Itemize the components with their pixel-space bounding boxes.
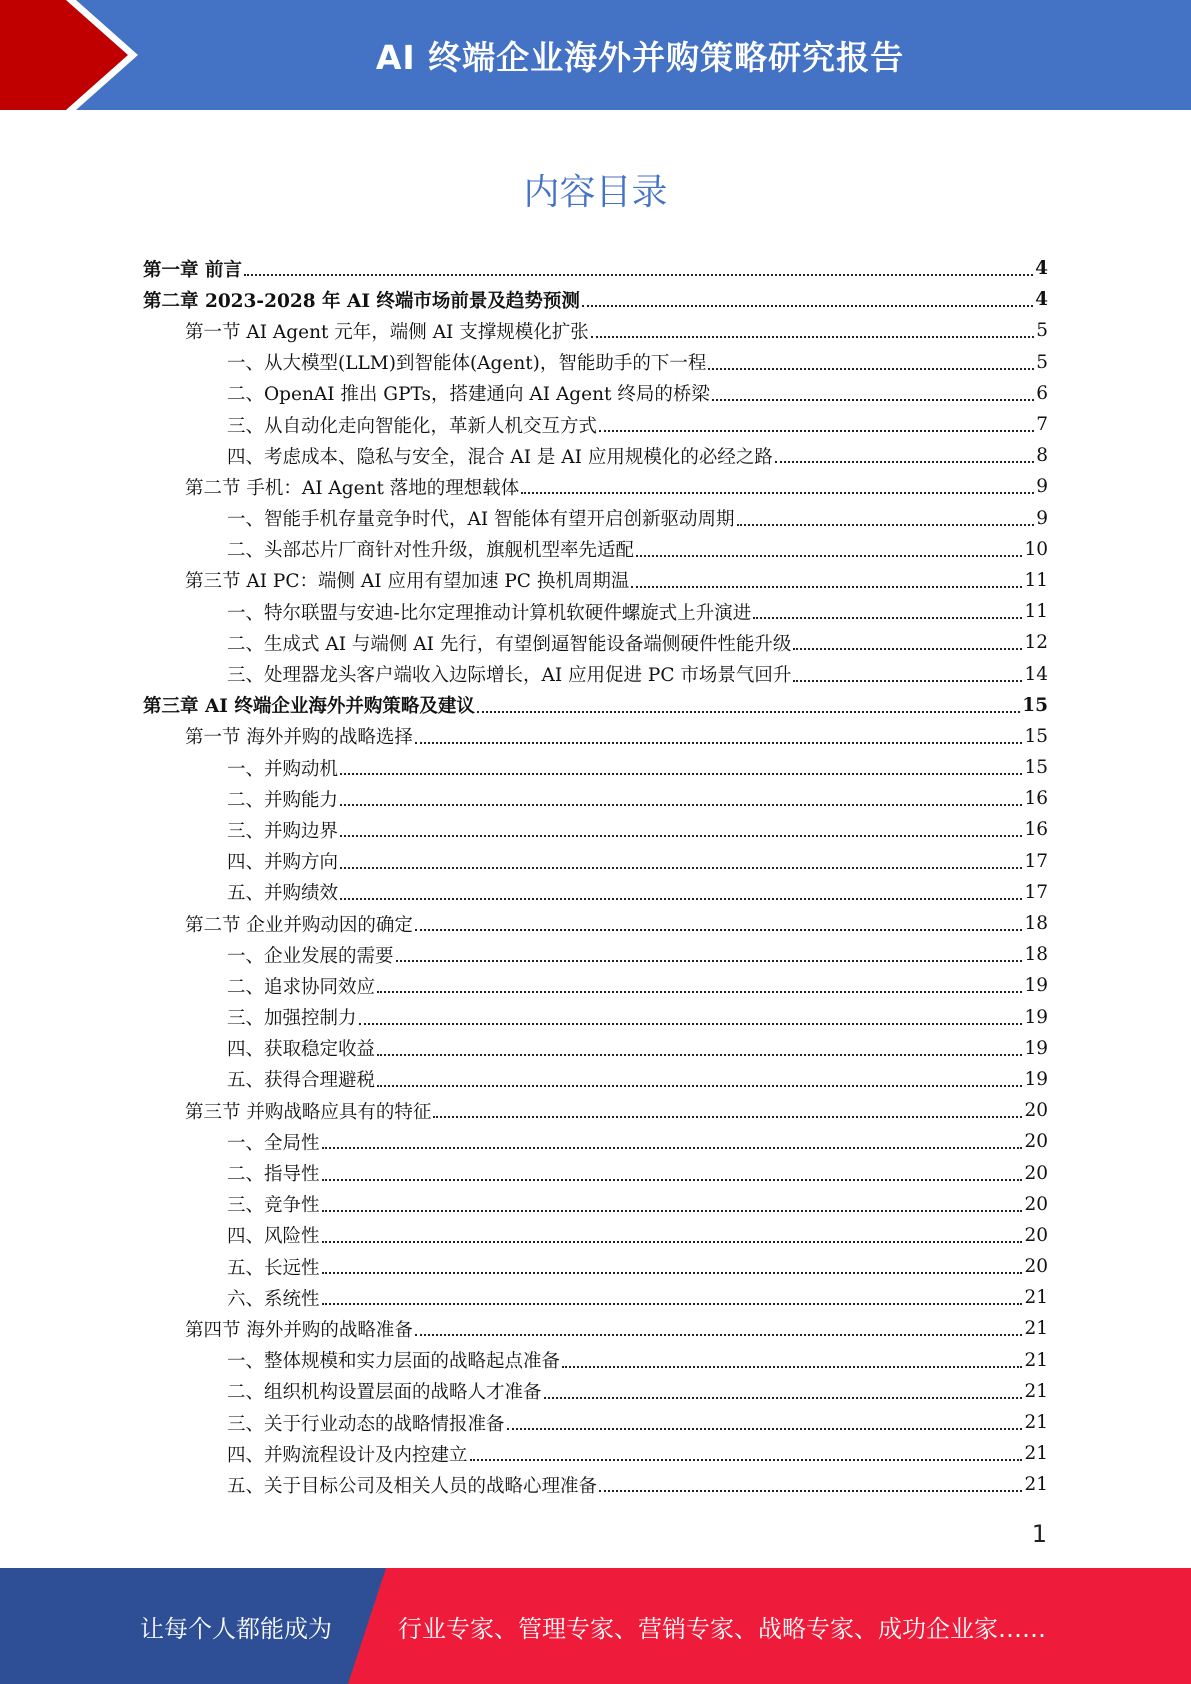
toc-dot-leader (591, 335, 1034, 338)
toc-entry-title: 二、头部芯片厂商针对性升级，旗舰机型率先适配 (227, 540, 635, 562)
report-title: AI 终端企业海外并购策略研究报告 (375, 37, 905, 77)
toc-subsection-entry[interactable] (143, 658, 1048, 689)
toc-dot-leader (793, 647, 1022, 650)
toc-dot-leader (377, 1084, 1022, 1087)
toc-dot-leader (340, 866, 1022, 869)
toc-dot-leader (340, 772, 1022, 775)
toc-entry-page: 12 (1024, 632, 1048, 654)
toc-entry-page: 20 (1024, 1224, 1048, 1246)
toc-dot-leader (340, 803, 1022, 806)
toc-chapter-entry[interactable] (143, 253, 1048, 284)
report-header (0, 0, 1191, 110)
toc-entry-title: 一、企业发展的需要 (227, 945, 394, 967)
toc-dot-leader (322, 1146, 1023, 1149)
toc-entry-page: 21 (1024, 1349, 1048, 1371)
toc-entry-page: 5 (1036, 351, 1048, 373)
toc-entry-page: 15 (1024, 757, 1048, 779)
toc-entry-page: 20 (1024, 1131, 1048, 1153)
toc-entry-title: 五、并购绩效 (227, 883, 339, 905)
toc-entry-title: 五、关于目标公司及相关人员的战略心理准备 (227, 1475, 598, 1497)
toc-subsection-entry[interactable] (143, 970, 1048, 1001)
toc-entry-page: 11 (1024, 601, 1048, 623)
toc-dot-leader (377, 990, 1022, 993)
toc-subsection-entry[interactable] (143, 1033, 1048, 1064)
toc-entry-page: 11 (1024, 569, 1048, 591)
toc-entry-title: 四、考虑成本、隐私与安全，混合 AI 是 AI 应用规模化的必经之路 (227, 446, 773, 468)
toc-subsection-entry[interactable] (143, 503, 1048, 534)
toc-entry-page: 17 (1024, 850, 1048, 872)
toc-entry-title: 第三章 AI 终端企业海外并购策略及建议 (143, 696, 475, 718)
toc-subsection-entry[interactable] (143, 440, 1048, 471)
toc-section-entry[interactable] (143, 908, 1048, 939)
toc-entry-page: 19 (1024, 1037, 1048, 1059)
toc-dot-leader (507, 1427, 1023, 1430)
toc-entry-page: 5 (1036, 320, 1048, 342)
toc-entry-title: 一、从大模型(LLM)到智能体(Agent)，智能助手的下一程 (227, 353, 707, 375)
toc-entry-page: 9 (1036, 476, 1048, 498)
toc-subsection-entry[interactable] (143, 783, 1048, 814)
toc-entry-page: 16 (1024, 788, 1048, 810)
toc-entry-page: 16 (1024, 819, 1048, 841)
toc-entry-title: 四、风险性 (227, 1226, 320, 1248)
toc-entry-title: 一、智能手机存量竞争时代，AI 智能体有望开启创新驱动周期 (227, 509, 735, 531)
toc-dot-leader (322, 1209, 1023, 1212)
toc-entry-page: 21 (1024, 1474, 1048, 1496)
toc-subsection-entry[interactable] (143, 627, 1048, 658)
toc-entry-title: 二、追求协同效应 (227, 976, 376, 998)
toc-entry-page: 20 (1024, 1256, 1048, 1278)
toc-entry-page: 10 (1024, 538, 1048, 560)
toc-dot-leader (396, 959, 1023, 962)
toc-entry-title: 二、指导性 (227, 1164, 320, 1186)
toc-dot-leader (708, 367, 1034, 370)
toc-dot-leader (340, 834, 1022, 837)
toc-entry-page: 7 (1036, 414, 1048, 436)
toc-entry-title: 二、OpenAI 推出 GPTs，搭建通向 AI Agent 终局的桥梁 (227, 384, 710, 406)
toc-entry-title: 五、长远性 (227, 1257, 320, 1279)
toc-entry-title: 二、生成式 AI 与端侧 AI 先行，有望倒逼智能设备端侧硬件性能升级 (227, 633, 792, 655)
toc-subsection-entry[interactable] (143, 814, 1048, 845)
toc-dot-leader (359, 1022, 1023, 1025)
footer-slogan-roles: 行业专家、管理专家、营销专家、战略专家、成功企业家…… (398, 1614, 1046, 1643)
toc-subsection-entry[interactable] (143, 409, 1048, 440)
table-of-contents (143, 253, 1048, 1501)
toc-entry-page: 17 (1024, 881, 1048, 903)
toc-entry-title: 三、加强控制力 (227, 1008, 357, 1030)
toc-dot-leader (415, 928, 1023, 931)
toc-entry-title: 二、并购能力 (227, 789, 339, 811)
toc-dot-leader (636, 554, 1022, 557)
header-arrow-shape (0, 0, 160, 110)
toc-dot-leader (415, 741, 1023, 744)
toc-entry-title: 第二章 2023-2028 年 AI 终端市场前景及趋势预测 (143, 290, 580, 312)
toc-entry-title: 三、处理器龙头客户端收入边际增长，AI 应用促进 PC 市场景气回升 (227, 665, 792, 687)
toc-dot-leader (477, 710, 1020, 713)
toc-entry-title: 三、从自动化走向智能化，革新人机交互方式 (227, 415, 598, 437)
toc-subsection-entry[interactable] (143, 1469, 1048, 1500)
toc-entry-title: 第二节 手机：AI Agent 落地的理想载体 (185, 477, 520, 499)
toc-section-entry[interactable] (143, 1095, 1048, 1126)
toc-section-entry[interactable] (143, 721, 1048, 752)
toc-dot-leader (544, 1396, 1023, 1399)
toc-entry-title: 三、并购边界 (227, 820, 339, 842)
toc-dot-leader (737, 523, 1035, 526)
toc-entry-page: 19 (1024, 975, 1048, 997)
toc-entry-page: 20 (1024, 1193, 1048, 1215)
toc-subsection-entry[interactable] (143, 1126, 1048, 1157)
toc-entry-page: 8 (1036, 445, 1048, 467)
toc-entry-title: 第三节 并购战略应具有的特征 (185, 1101, 432, 1123)
toc-dot-leader (322, 1271, 1023, 1274)
toc-entry-page: 21 (1024, 1287, 1048, 1309)
toc-section-entry[interactable] (143, 1313, 1048, 1344)
toc-entry-page: 6 (1036, 382, 1048, 404)
toc-subsection-entry[interactable] (143, 1002, 1048, 1033)
toc-subsection-entry[interactable] (143, 752, 1048, 783)
toc-entry-page: 9 (1036, 507, 1048, 529)
toc-entry-page: 21 (1024, 1380, 1048, 1402)
toc-chapter-entry[interactable] (143, 284, 1048, 315)
toc-entry-page: 18 (1024, 944, 1048, 966)
toc-subsection-entry[interactable] (143, 1438, 1048, 1469)
toc-subsection-entry[interactable] (143, 1345, 1048, 1376)
toc-dot-leader (470, 1458, 1023, 1461)
toc-entry-title: 一、并购动机 (227, 758, 339, 780)
toc-entry-page: 15 (1022, 694, 1048, 716)
toc-heading: 内容目录 (523, 172, 668, 213)
toc-subsection-entry[interactable] (143, 877, 1048, 908)
toc-entry-title: 第四节 海外并购的战略准备 (185, 1319, 413, 1341)
page-number: 1 (1031, 1520, 1047, 1548)
toc-entry-page: 20 (1024, 1162, 1048, 1184)
toc-subsection-entry[interactable] (143, 534, 1048, 565)
toc-dot-leader (562, 1365, 1022, 1368)
toc-subsection-entry[interactable] (143, 1251, 1048, 1282)
toc-dot-leader (340, 897, 1022, 900)
toc-entry-title: 五、获得合理避税 (227, 1070, 376, 1092)
toc-entry-title: 六、系统性 (227, 1288, 320, 1310)
toc-dot-leader (712, 398, 1034, 401)
toc-entry-page: 19 (1024, 1006, 1048, 1028)
toc-entry-title: 第一节 海外并购的战略选择 (185, 727, 413, 749)
toc-entry-page: 14 (1024, 663, 1048, 685)
toc-subsection-entry[interactable] (143, 347, 1048, 378)
toc-dot-leader (775, 460, 1034, 463)
toc-entry-title: 第一节 AI Agent 元年，端侧 AI 支撑规模化扩张 (185, 321, 589, 343)
toc-dot-leader (244, 273, 1033, 276)
toc-entry-page: 21 (1024, 1412, 1048, 1434)
toc-entry-title: 一、特尔联盟与安迪-比尔定理推动计算机软硬件螺旋式上升演进 (227, 602, 752, 624)
toc-section-entry[interactable] (143, 315, 1048, 346)
toc-subsection-entry[interactable] (143, 1282, 1048, 1313)
toc-entry-title: 第二节 企业并购动因的确定 (185, 914, 413, 936)
toc-section-entry[interactable] (143, 471, 1048, 502)
toc-subsection-entry[interactable] (143, 1064, 1048, 1095)
toc-dot-leader (322, 1302, 1023, 1305)
toc-entry-page: 21 (1024, 1318, 1048, 1340)
toc-dot-leader (521, 491, 1034, 494)
toc-entry-title: 四、并购流程设计及内控建立 (227, 1444, 468, 1466)
toc-entry-title: 三、关于行业动态的战略情报准备 (227, 1413, 505, 1435)
toc-subsection-entry[interactable] (143, 378, 1048, 409)
toc-dot-leader (322, 1240, 1023, 1243)
toc-entry-page: 19 (1024, 1068, 1048, 1090)
toc-dot-leader (793, 679, 1022, 682)
toc-entry-page: 18 (1024, 913, 1048, 935)
footer-banner (0, 1568, 1191, 1684)
toc-entry-title: 第一章 前言 (143, 259, 242, 281)
toc-section-entry[interactable] (143, 565, 1048, 596)
toc-subsection-entry[interactable] (143, 1407, 1048, 1438)
toc-dot-leader (582, 304, 1033, 307)
toc-entry-title: 二、组织机构设置层面的战略人才准备 (227, 1382, 542, 1404)
toc-dot-leader (415, 1333, 1023, 1336)
toc-entry-page: 4 (1035, 258, 1048, 280)
toc-entry-title: 第三节 AI PC：端侧 AI 应用有望加速 PC 换机周期温 (185, 571, 630, 593)
toc-chapter-entry[interactable] (143, 690, 1048, 721)
toc-subsection-entry[interactable] (143, 846, 1048, 877)
toc-subsection-entry[interactable] (143, 1189, 1048, 1220)
toc-entry-title: 四、并购方向 (227, 852, 339, 874)
toc-entry-title: 一、全局性 (227, 1132, 320, 1154)
toc-entry-page: 4 (1035, 289, 1048, 311)
toc-dot-leader (631, 585, 1022, 588)
toc-dot-leader (599, 429, 1034, 432)
toc-subsection-entry[interactable] (143, 596, 1048, 627)
footer-slogan-lead: 让每个人都能成为 (140, 1614, 332, 1643)
toc-dot-leader (753, 616, 1022, 619)
toc-dot-leader (377, 1053, 1022, 1056)
toc-subsection-entry[interactable] (143, 939, 1048, 970)
toc-entry-title: 四、获取稳定收益 (227, 1039, 376, 1061)
toc-dot-leader (599, 1489, 1022, 1492)
toc-entry-page: 20 (1024, 1100, 1048, 1122)
toc-dot-leader (433, 1115, 1022, 1118)
toc-subsection-entry[interactable] (143, 1376, 1048, 1407)
toc-subsection-entry[interactable] (143, 1220, 1048, 1251)
toc-entry-title: 一、整体规模和实力层面的战略起点准备 (227, 1351, 561, 1373)
toc-dot-leader (322, 1178, 1023, 1181)
toc-entry-page: 21 (1024, 1443, 1048, 1465)
toc-entry-title: 三、竞争性 (227, 1195, 320, 1217)
toc-subsection-entry[interactable] (143, 1157, 1048, 1188)
toc-entry-page: 15 (1024, 725, 1048, 747)
